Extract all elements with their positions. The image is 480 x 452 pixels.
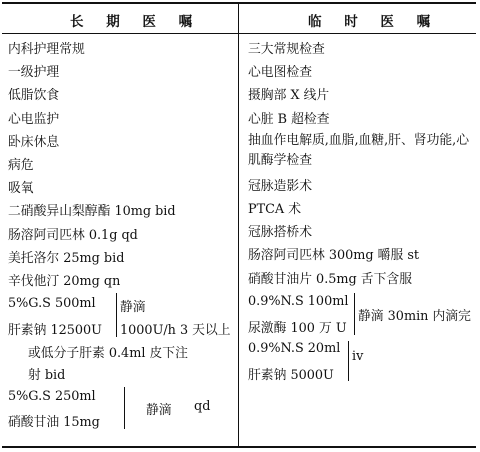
group-bracket [354, 293, 355, 335]
column-divider [238, 4, 239, 446]
group-line: 5%G.S 250ml [8, 389, 96, 405]
group-line: 5%G.S 500ml [8, 296, 96, 312]
route-label: iv [352, 348, 364, 364]
group-line: 肝素钠 12500U [8, 323, 102, 339]
temporary-orders-column [248, 38, 474, 385]
alternative-line: 射 bid [28, 368, 66, 384]
group-line: 尿激酶 100 万 U [248, 320, 347, 336]
route-label: 静滴 [146, 403, 172, 419]
nitroglycerin-infusion-group [8, 385, 234, 431]
route-label: 静滴 30min 内滴完 [358, 308, 471, 324]
order-item: 肠溶阿司匹林 300mg 嚼服 st [248, 248, 420, 264]
order-item: 二硝酸异山梨醇酯 10mg bid [8, 204, 176, 220]
order-item: 辛伐他汀 20mg qn [8, 273, 121, 289]
order-item: 低脂饮食 [8, 88, 60, 104]
order-item: 一级护理 [8, 65, 60, 81]
order-item: 病危 [8, 157, 34, 173]
order-item: 抽血作电解质,血脂,血糖,肝、肾功能,心肌酶学检查 [248, 132, 470, 168]
table-header [2, 4, 476, 34]
group-bracket [116, 293, 117, 337]
order-item: 冠脉造影术 [248, 178, 312, 194]
temporary-orders-heading: 临 时 医 嘱 [308, 14, 440, 30]
order-item: 三大常规检查 [248, 42, 325, 57]
group-line: 硝酸甘油 15mg [8, 415, 100, 431]
order-item: 美托洛尔 25mg bid [8, 250, 125, 266]
order-item: 摄胸部 X 线片 [248, 88, 330, 104]
order-item: 内科护理常规 [8, 42, 85, 57]
group-bracket [124, 387, 125, 429]
order-item: 冠脉搭桥术 [248, 225, 312, 241]
order-item: PTCA 术 [248, 201, 302, 217]
route-label: 静滴 [120, 300, 146, 316]
group-line: 0.9%N.S 100ml [248, 293, 349, 309]
medical-orders-table [2, 2, 476, 448]
order-item: 硝酸甘油片 0.5mg 舌下含服 [248, 271, 412, 287]
order-item: 肠溶阿司匹林 0.1g qd [8, 227, 138, 243]
order-item: 卧床休息 [8, 134, 60, 150]
long-term-orders-column [8, 38, 234, 431]
order-item: 心脏 B 超检查 [248, 111, 330, 127]
order-item: 心电监护 [8, 111, 60, 127]
rate-label: 1000U/h 3 天以上 [120, 323, 231, 339]
group-bracket [348, 341, 349, 381]
group-line: 肝素钠 5000U [248, 367, 334, 383]
order-item: 心电图检查 [248, 65, 312, 81]
order-item: 吸氧 [8, 181, 34, 197]
heparin-infusion-group [8, 293, 234, 385]
urokinase-infusion-group [248, 291, 474, 339]
heparin-iv-group [248, 339, 474, 385]
long-term-orders-heading: 长 期 医 嘱 [70, 14, 202, 30]
alternative-line: 或低分子肝素 0.4ml 皮下注 [28, 346, 188, 362]
frequency-label: qd [194, 399, 211, 415]
group-line: 0.9%N.S 20ml [248, 340, 341, 356]
